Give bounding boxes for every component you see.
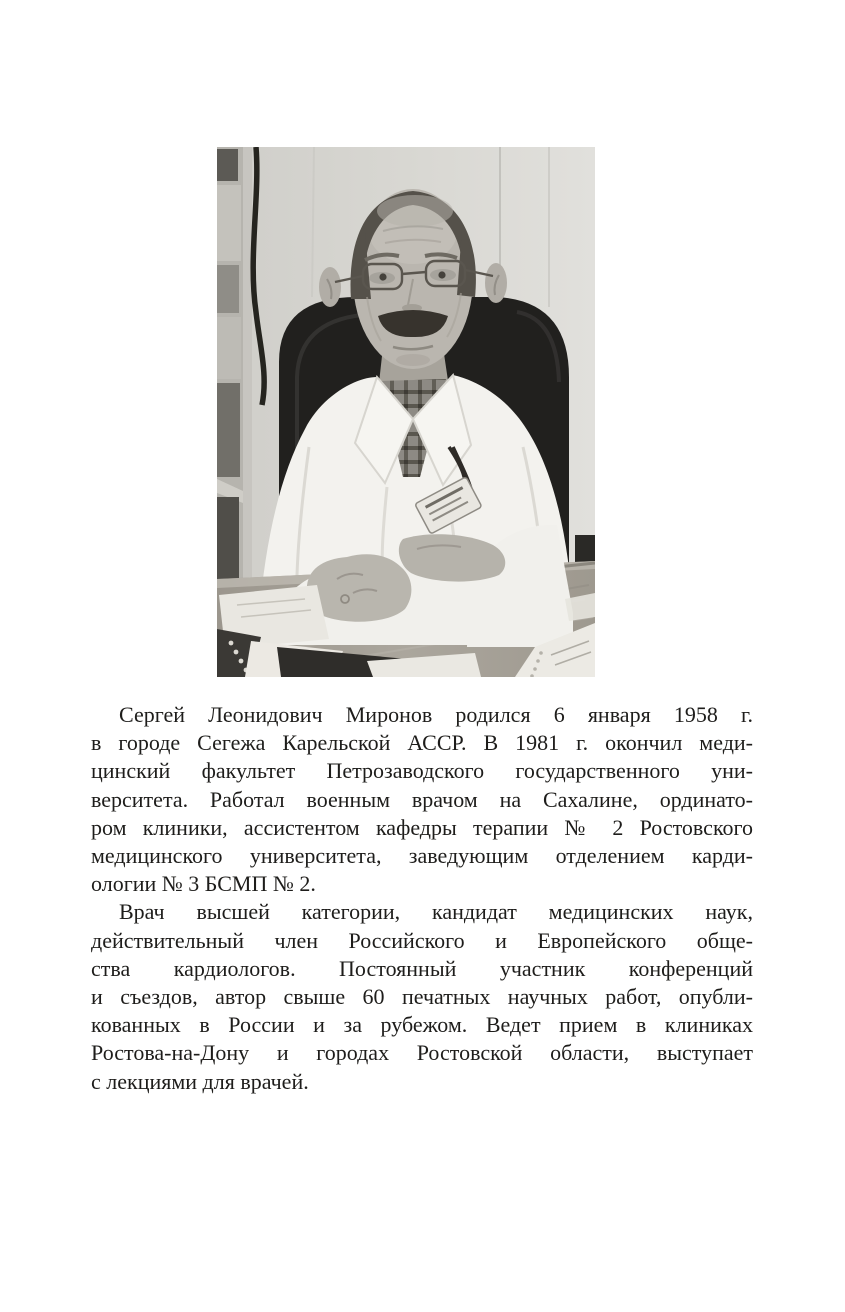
text-line: и съездов, автор свыше 60 печатных научных работ, опубли- <box>91 984 753 1010</box>
bio-paragraph-1 <box>91 701 753 898</box>
text-line: ром клиники, ассистентом кафедры терапии № 2 Ростовского <box>91 814 753 840</box>
text-line: ологии № 3 БСМП № 2. <box>91 871 316 897</box>
text-line: медицинского университета, заведующим отделением карди- <box>91 843 753 869</box>
text-line: верситета. Работал военным врачом на Сахалине, ординато- <box>91 786 753 812</box>
text-line: ства кардиологов. Постоянный участник конференций <box>91 955 753 981</box>
text-line: цинский факультет Петрозаводского государственного уни- <box>91 758 753 784</box>
text-line: в городе Сегежа Карельской АССР. В 1981 г. окончил меди- <box>91 730 753 756</box>
portrait-photo-illustration <box>217 147 595 677</box>
portrait-photo <box>217 147 595 677</box>
photo-shelf <box>217 147 243 587</box>
text-line: действительный член Российского и Европейского обще- <box>91 927 753 953</box>
text-line: Врач высшей категории, кандидат медицинских наук, <box>119 899 753 925</box>
biography-text <box>91 701 753 1096</box>
text-line: Ростова-на-Дону и городах Ростовской области, выступает <box>91 1040 753 1066</box>
text-line: Сергей Леонидович Миронов родился 6 января 1958 г. <box>119 702 753 727</box>
text-line: кованных в России и за рубежом. Ведет прием в клиниках <box>91 1012 753 1038</box>
bio-paragraph-2 <box>91 898 753 1095</box>
text-line: с лекциями для врачей. <box>91 1068 309 1094</box>
